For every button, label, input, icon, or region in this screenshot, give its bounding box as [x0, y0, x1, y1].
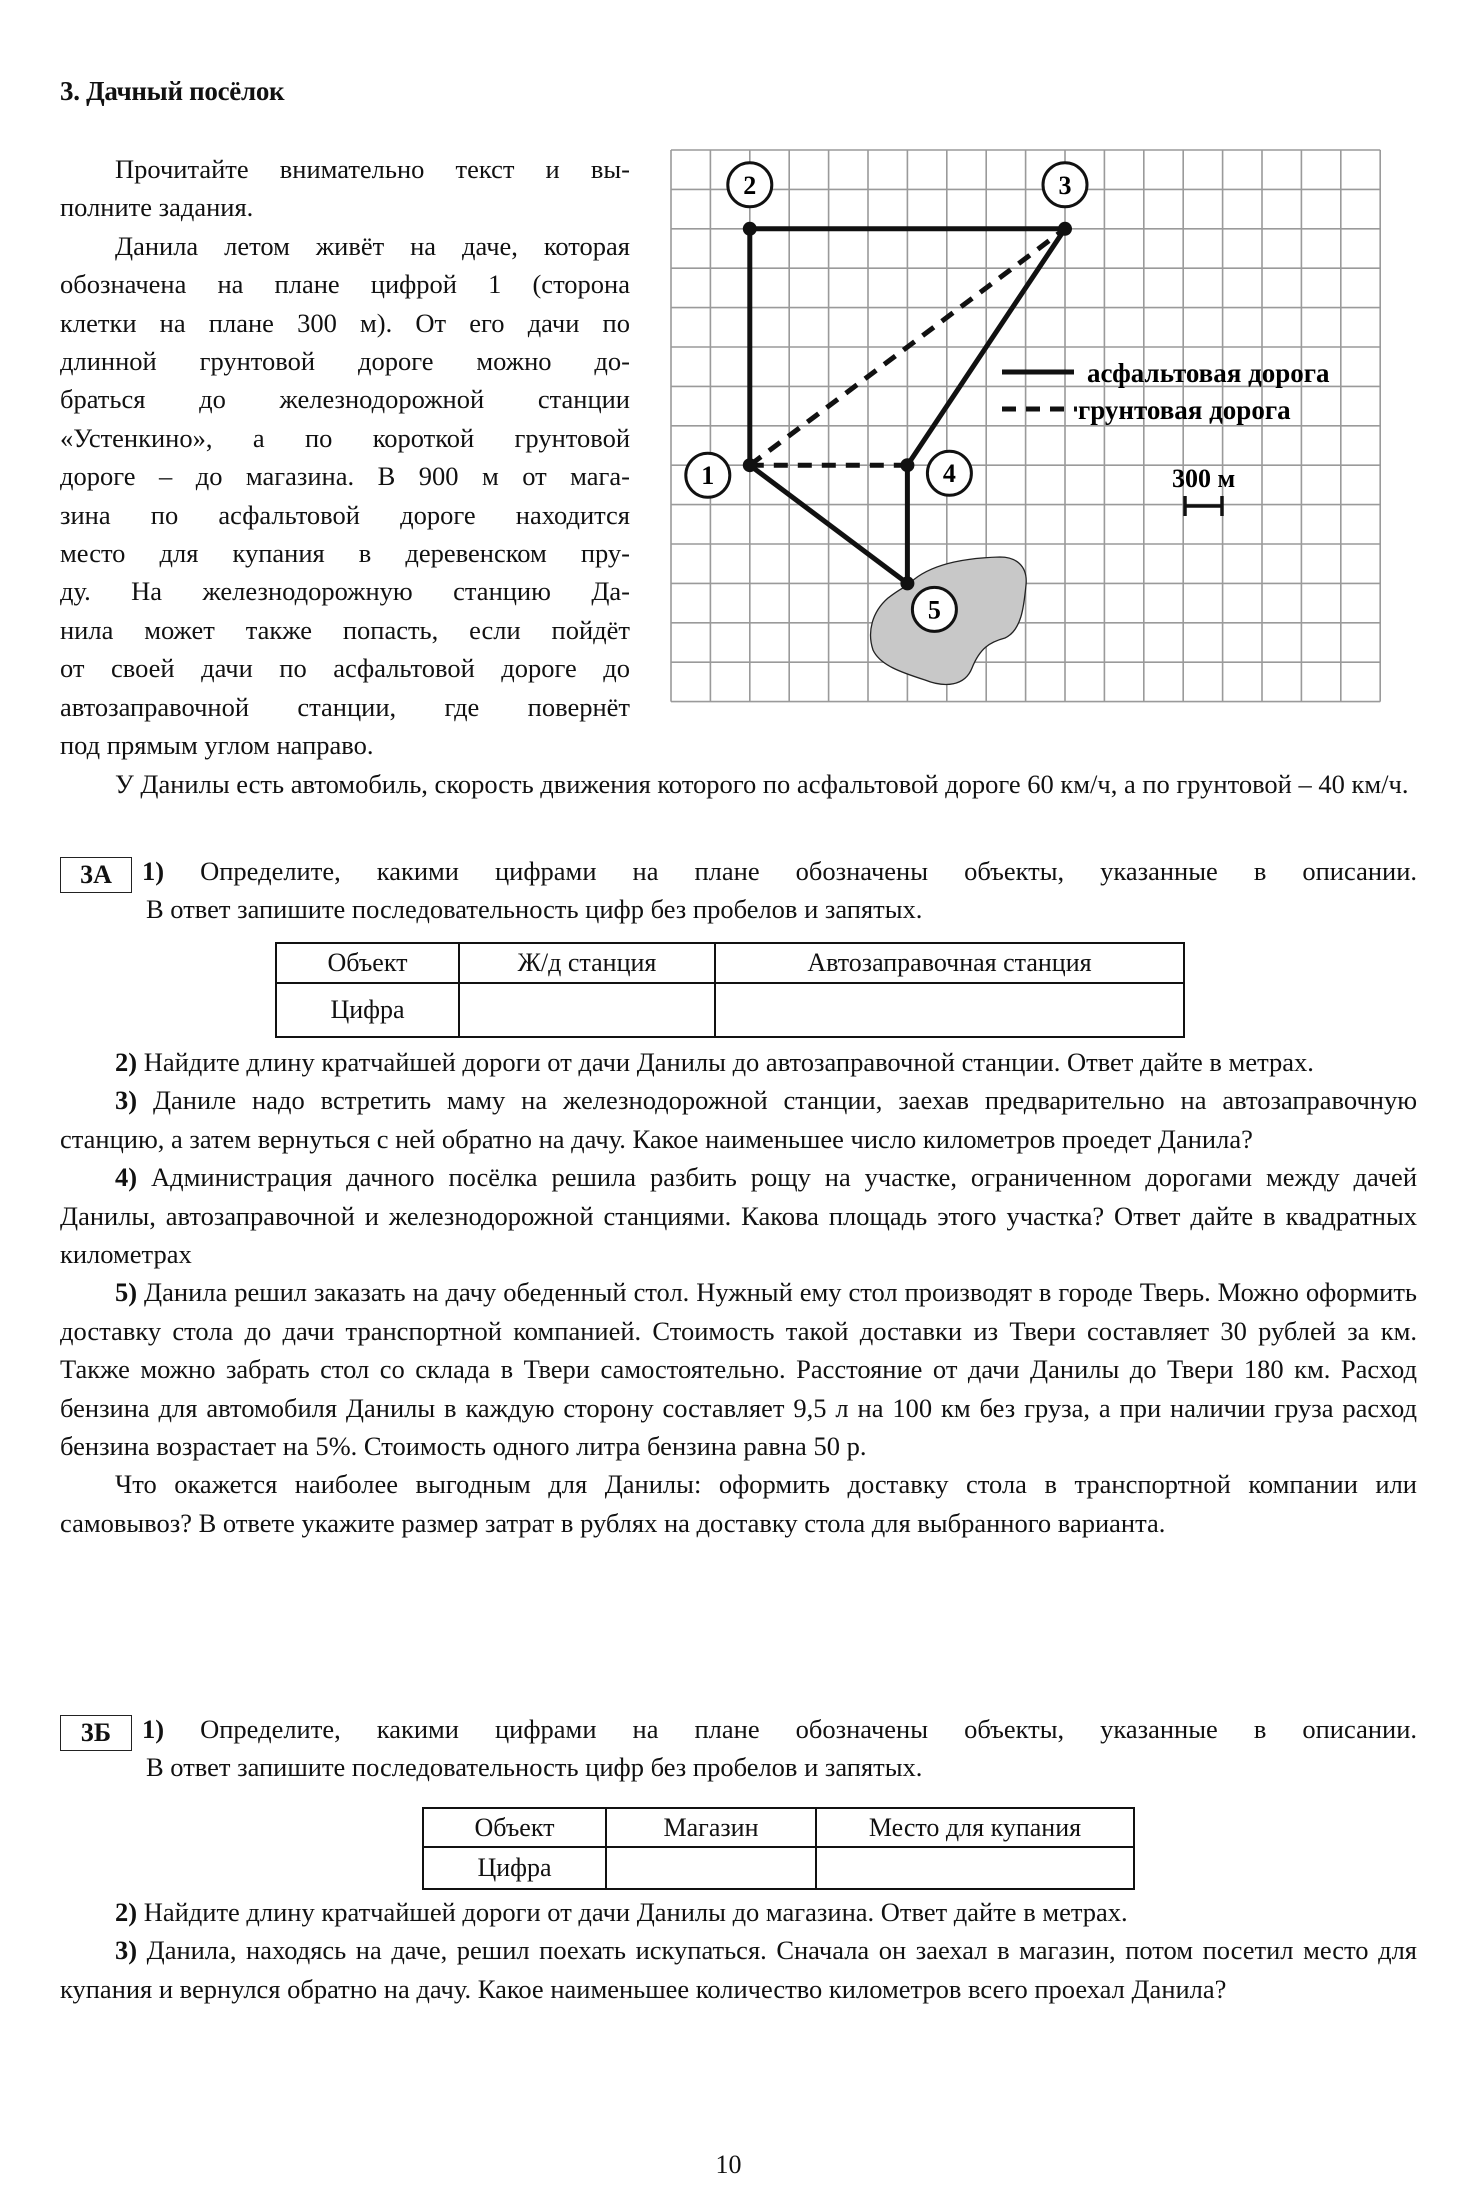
question-number: 3) — [115, 1085, 138, 1116]
intro-line: Данила летом живёт на даче, которая — [115, 230, 630, 261]
node-label-2 — [728, 163, 772, 207]
question-2 — [60, 1043, 1417, 1081]
task-3b-questions — [60, 1893, 1417, 2008]
answer-cell-railway-station[interactable] — [459, 983, 715, 1037]
table-header-cell: Место для купания — [816, 1808, 1134, 1847]
intro-line: нила может также попасть, если пойдёт — [60, 614, 630, 645]
table-row-label: Цифра — [276, 983, 459, 1037]
question-2 — [60, 1893, 1417, 1931]
node-point-3 — [1058, 222, 1072, 236]
svg-text:4: 4 — [942, 459, 956, 489]
node-label-3 — [1043, 163, 1087, 207]
legend-asphalt-label: асфальтовая дорога — [1087, 358, 1330, 388]
intro-line: дороге – до магазина. В 900 м от мага- — [60, 461, 630, 492]
table-row-label: Цифра — [423, 1847, 606, 1889]
table-header-cell: Ж/д станция — [459, 943, 715, 983]
intro-line: под прямым углом направо. — [60, 730, 374, 761]
question-text: Определите, какими цифрами на плане обозначены объекты, указанные в описании. — [200, 856, 1418, 886]
intro-line: полните задания. — [60, 192, 254, 223]
answer-cell-swimming-place[interactable] — [816, 1847, 1134, 1889]
speed-paragraph — [60, 765, 1417, 803]
answer-cell-shop[interactable] — [606, 1847, 816, 1889]
intro-line: Прочитайте внимательно текст и вы- — [115, 154, 630, 184]
intro-line: клетки на плане 300 м). От его дачи по — [60, 307, 630, 338]
legend-dirt-label: грунтовая дорога — [1078, 395, 1291, 425]
task-3a-badge: 3А — [60, 857, 132, 893]
answer-cell-gas-station[interactable] — [715, 983, 1184, 1037]
node-point-1 — [743, 458, 757, 472]
task-3a-questions — [60, 1043, 1417, 1542]
task-3b-q1-line1 — [142, 1710, 1417, 1748]
table-header-cell: Магазин — [606, 1808, 816, 1847]
village-plan — [0, 0, 1457, 760]
intro-line: браться до железнодорожной станции — [60, 384, 630, 415]
intro-line: место для купания в деревенском пру- — [60, 538, 630, 569]
table-header-cell: Объект — [423, 1808, 606, 1847]
plan-nodes — [686, 163, 1087, 632]
intro-line: длинной грунтовой дороге можно до- — [60, 346, 630, 377]
svg-text:2: 2 — [743, 170, 757, 200]
intro-line: обозначена на плане цифрой 1 (сторона — [60, 269, 630, 300]
task-3b-badge: 3Б — [60, 1715, 132, 1751]
node-label-4 — [927, 451, 971, 495]
intro-line: автозаправочной станции, где повернёт — [60, 691, 630, 722]
question-text: Найдите длину кратчайшей дороги от дачи Данилы до автозаправочной станции. Ответ дайте в метрах. — [143, 1047, 1314, 1077]
task-3a-q1-line1 — [142, 852, 1417, 890]
node-point-2 — [743, 222, 757, 236]
question-5 — [60, 1273, 1417, 1465]
svg-text:1: 1 — [701, 461, 715, 491]
node-point-5 — [900, 576, 914, 590]
task-3b-answer-table — [422, 1807, 1135, 1890]
task-3b-q1-line2: В ответ запишите последовательность цифр без пробелов и запятых. — [146, 1752, 923, 1782]
task-3a-answer-table — [275, 942, 1185, 1038]
question-3 — [60, 1931, 1417, 2008]
question-text: Даниле надо встретить маму на железнодорожной станции, заехав предварительно на автозаправочную станцию, а затем вернуться с ней обратно на дачу. Какое наименьшее число километров проедет Данила? — [60, 1085, 1417, 1154]
node-label-5 — [912, 587, 956, 631]
intro-line: «Устенкино», а по короткой грунтовой — [60, 422, 630, 453]
intro-line: от своей дачи по асфальтовой дороге до — [60, 653, 630, 684]
scale-bar-icon — [1184, 496, 1223, 516]
intro-line: зина по асфальтовой дороге находится — [60, 499, 630, 530]
page-number: 10 — [715, 2150, 742, 2179]
table-header-cell: Автозаправочная станция — [715, 943, 1184, 983]
question-number: 4) — [115, 1162, 138, 1193]
svg-text:5: 5 — [927, 595, 941, 625]
question-number: 2) — [115, 1047, 138, 1077]
node-label-1 — [686, 453, 730, 497]
question-5-followup: Что окажется наиболее выгодным для Данилы: оформить доставку стола в транспортной компании или самовывоз? В ответе укажите размер затрат в рублях на доставку стола для выбранного варианта. — [60, 1469, 1417, 1538]
task-3a-q1-line2: В ответ запишите последовательность цифр без пробелов и запятых. — [146, 894, 923, 924]
question-text: Данила решил заказать на дачу обеденный стол. Нужный ему стол производят в городе Тверь. Можно оформить доставку стола до дачи транспортной компанией. Стоимость такой доставки из Твери составляет 30 рублей за км. Также можно забрать стол со склада в Твери самостоятельно. Расстояние от дачи Данилы до Твери 180 км. Расход бензина для автомобиля Данилы в каждую сторону составляет 9,5 л на 100 км без груза, а при наличии груза расход бензина возрастает на 5%. Стоимость одного литра бензина равна 50 р. — [60, 1277, 1418, 1462]
node-point-4 — [900, 458, 914, 472]
intro-line: ду. На железнодорожную станцию Да- — [60, 576, 630, 607]
plan-grid — [671, 150, 1380, 702]
question-text: Найдите длину кратчайшей дороги от дачи Данилы до магазина. Ответ дайте в метрах. — [143, 1897, 1128, 1927]
question-number: 2) — [115, 1897, 138, 1927]
question-number: 5) — [115, 1277, 138, 1308]
table-header-cell: Объект — [276, 943, 459, 983]
question-text: Данила, находясь на даче, решил поехать искупаться. Сначала он заехал в магазин, потом посетил место для купания и вернулся обратно на дачу. Какое наименьшее количество километров всего проехал Данила? — [60, 1935, 1417, 2004]
question-3 — [60, 1081, 1417, 1158]
question-number: 1) — [142, 856, 165, 886]
section-title: 3. Дачный посёлок — [60, 76, 285, 106]
question-text: Администрация дачного посёлка решила разбить рощу на участке, ограниченном дорогами между дачей Данилы, автозаправочной и железнодорожной станциями. Какова площадь этого участка? Ответ дайте в квадратных километрах — [60, 1162, 1417, 1270]
question-number: 1) — [142, 1714, 165, 1744]
question-4 — [60, 1158, 1417, 1273]
scale-label: 300 м — [1172, 464, 1236, 493]
svg-text:3: 3 — [1058, 170, 1072, 200]
question-number: 3) — [115, 1935, 138, 1966]
speed-text: У Данилы есть автомобиль, скорость движения которого по асфальтовой дороге 60 км/ч, а по грунтовой – 40 км/ч. — [115, 769, 1409, 799]
question-text: Определите, какими цифрами на плане обозначены объекты, указанные в описании. — [200, 1714, 1418, 1744]
